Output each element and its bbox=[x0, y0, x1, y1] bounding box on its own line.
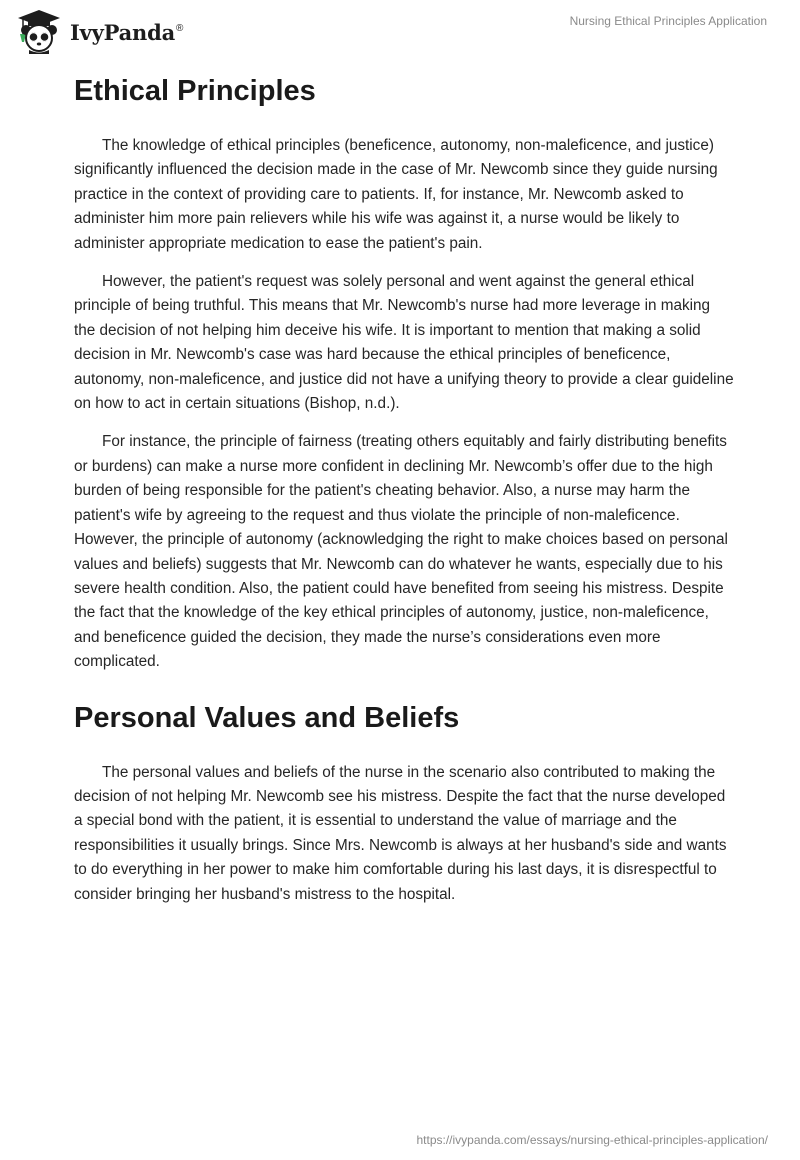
paragraph: The personal values and beliefs of the nurse in the scenario also contributed to making the decision of not helping Mr. Newcomb see his mistress. Despite the fact that the nurse developed a special bond with the patient, it is essential to understand the value of marriage and the responsibilities it usually brings. Since Mrs. Newcomb is always at her husband's side and wants to do everything in her power to make him comfortable during his last days, it is disrespectful to consider bringing her husband's mistress to the hospital. bbox=[74, 763, 727, 903]
brand-name: IvyPanda® bbox=[70, 19, 184, 45]
section-heading-ethical-principles: Ethical Principles bbox=[74, 75, 316, 107]
document-title: Nursing Ethical Principles Application bbox=[569, 14, 767, 28]
ivypanda-logo[interactable] bbox=[14, 8, 183, 54]
paragraph: The knowledge of ethical principles (beneficence, autonomy, non-maleficence, and justice) significantly influenced the decision made in the case of Mr. Newcomb since they guide nursing practice in the context of providing care to patients. If, for instance, Mr. Newcomb asked to administer him more pain relievers while his wife was against it, a nurse would be likely to administer appropriate medication to ease the patient's pain. bbox=[74, 137, 718, 252]
paragraph: However, the patient's request was solely personal and went against the general ethical principle of being truthful. This means that Mr. Newcomb's nurse had more leverage in making the decision of not helping him deceive his wife. It is important to mention that making a solid decision in Mr. Newcomb's case was hard because the ethical principles of beneficence, autonomy, non-maleficence, and justice did not have a unifying theory to provide a clear guideline on how to act in certain situations (Bishop, n.d.). bbox=[74, 273, 734, 413]
page-header bbox=[0, 0, 800, 60]
panda-graduate-icon bbox=[14, 8, 64, 54]
registered-mark: ® bbox=[176, 22, 184, 34]
section-heading-personal-values: Personal Values and Beliefs bbox=[74, 701, 460, 734]
footer-source-url[interactable]: https://ivypanda.com/essays/nursing-ethical-principles-application/ bbox=[416, 1133, 768, 1147]
essay-content bbox=[74, 72, 734, 921]
paragraph: For instance, the principle of fairness (treating others equitably and fairly distributing benefits or burdens) can make a nurse more confident in declining Mr. Newcomb’s offer due to the high burden of being responsible for the patient's cheating behavior. Also, a nurse may harm the patient's wife by agreeing to the request and thus violate the principle of non-maleficence. However, the principle of autonomy (acknowledging the right to make choices based on personal values and beliefs) suggests that Mr. Newcomb can do whatever he wants, especially due to his severe health condition. Also, the patient could have benefited from seeing his mistress. Despite the fact that the knowledge of the key ethical principles of autonomy, justice, non-maleficence, and beneficence guided the decision, they made the nurse’s considerations even more complicated. bbox=[74, 433, 728, 671]
